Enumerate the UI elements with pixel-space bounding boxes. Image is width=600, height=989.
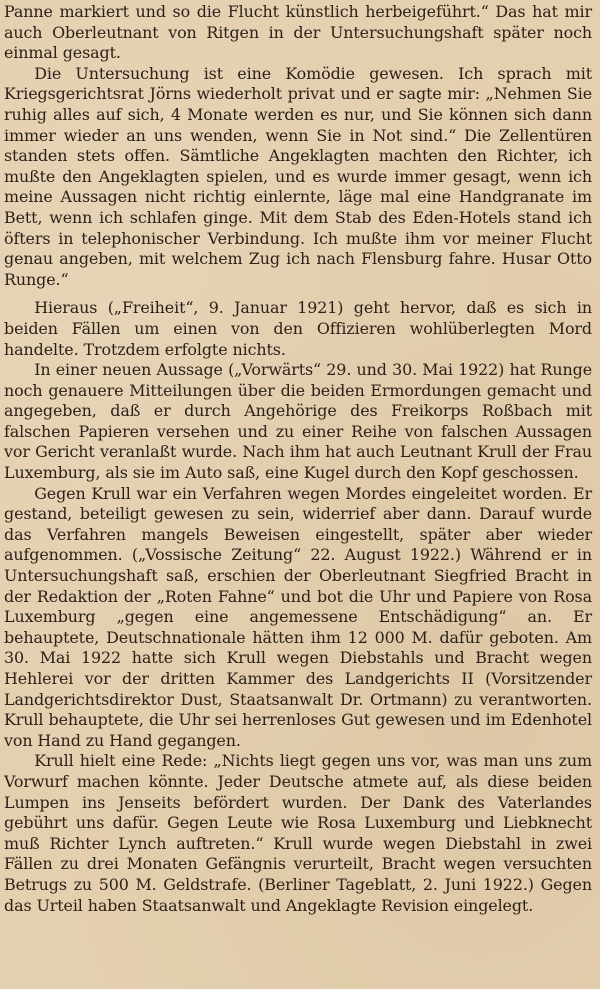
paragraph-6: Krull hielt eine Rede: „Nichts liegt gegen uns vor, was man uns zum Vorwurf machen könnte. Jeder Deutsche atmete auf, als diese beiden Lumpen ins Jenseits befördert wurden. Der Dank des Vaterlandes gebührt uns dafür. Gegen Leute wie Rosa Luxemburg und Liebknecht muß Richter Lynch auftreten.“ Krull wurde wegen Diebstahl in zwei Fällen zu drei Monaten Gefängnis verurteilt, Bracht wegen versuchten Betrugs zu 500 M. Geldstrafe. (Berliner Tageblatt, 2. Juni 1922.) Gegen das Urteil haben Staatsanwalt und Angeklagte Revision eingelegt.	[4, 751, 592, 915]
paragraph-5: Gegen Krull war ein Verfahren wegen Mordes eingeleitet worden. Er gestand, beteiligt gewesen zu sein, widerrief aber dann. Darauf wurde das Verfahren mangels Beweisen eingestellt, später aber wieder aufgenommen. („Vossische Zeitung“ 22. August 1922.) Während er in Untersuchungshaft saß, erschien der Oberleutnant Siegfried Bracht in der Redaktion der „Roten Fahne“ und bot die Uhr und Papiere von Rosa Luxemburg „gegen eine angemessene Entschädigung“ an. Er behauptete, Deutschnationale hätten ihm 12 000 M. dafür geboten. Am 30. Mai 1922 hatte sich Krull wegen Diebstahls und Bracht wegen Hehlerei vor der dritten Kammer des Landgerichts II (Vorsitzender Landgerichtsdirektor Dust, Staatsanwalt Dr. Ortmann) zu verantworten. Krull behauptete, die Uhr sei herrenloses Gut gewesen und im Edenhotel von Hand zu Hand gegangen.	[4, 483, 592, 750]
paragraph-3: Hieraus („Freiheit“, 9. Januar 1921) geht hervor, daß es sich in beiden Fällen um einen von den Offizieren wohlüberlegten Mord handelte. Trotzdem erfolgte nichts.	[4, 298, 592, 359]
paragraph-2: Die Untersuchung ist eine Komödie gewesen. Ich sprach mit Kriegsgerichtsrat Jörns wiederholt privat und er sagte mir: „Nehmen Sie ruhig alles auf sich, 4 Monate werden es nur, und Sie können sich dann immer wieder an uns wenden, wenn Sie in Not sind.“ Die Zellentüren standen stets offen. Sämtliche Angeklagten machten den Richter, ich mußte den Angeklagten spielen, und es wurde immer gesagt, wenn ich meine Aussagen nicht richtig einlernte, läge mal eine Handgranate im Bett, wenn ich schlafen ginge. Mit dem Stab des Eden-Hotels stand ich öfters in telephonischer Verbindung. Ich mußte ihm vor meiner Flucht genau angeben, mit welchem Zug ich nach Flensburg fahre. Husar Otto Runge.“	[4, 63, 592, 289]
paragraph-4: In einer neuen Aussage („Vorwärts“ 29. und 30. Mai 1922) hat Runge noch genauere Mitteilungen über die beiden Ermordungen gemacht und angegeben, daß er durch Angehörige des Freikorps Roßbach mit falschen Papieren versehen und zu einer Reihe von falschen Aussagen vor Gericht veranlaßt wurde. Nach ihm hat auch Leutnant Krull der Frau Luxemburg, als sie im Auto saß, eine Kugel durch den Kopf geschossen.	[4, 360, 592, 483]
paragraph-1: Panne markiert und so die Flucht künstlich herbeigeführt.“ Das hat mir auch Oberleutnant von Ritgen in der Untersuchungshaft später noch einmal gesagt.	[4, 2, 592, 63]
